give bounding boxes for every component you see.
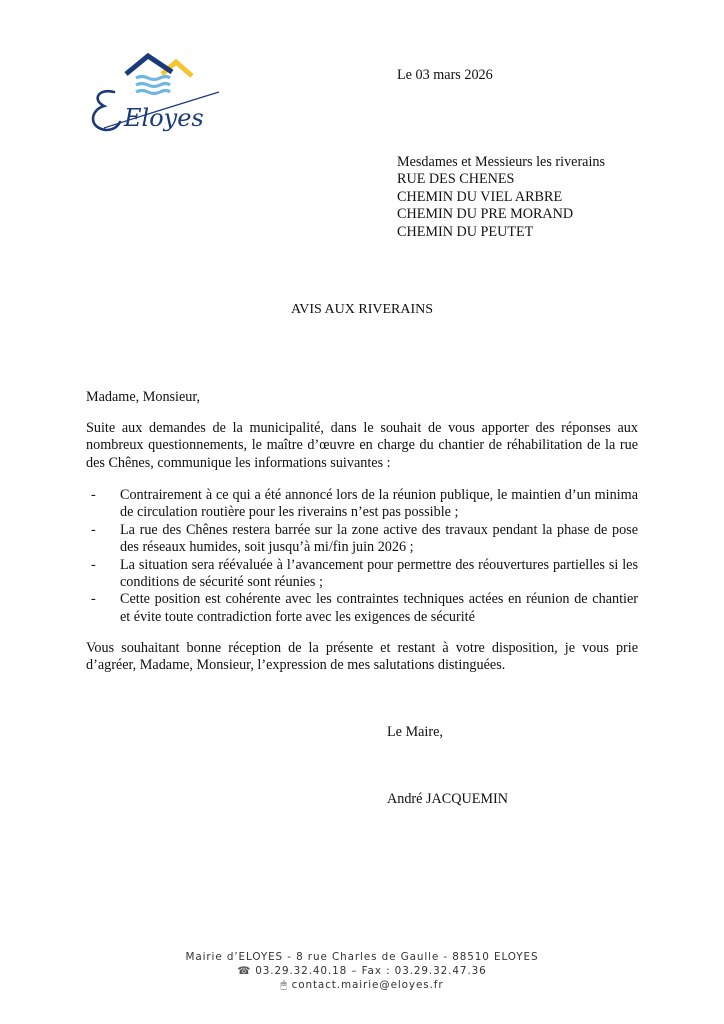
bullet-item [86,487,638,522]
bullet-line: des réseaux humides, soit jusqu’à mi/fin juin 2026 ; [120,539,414,556]
telephone-icon: ☎ [237,964,252,977]
logo-wave-1 [136,77,170,80]
logo-graphic [84,52,224,142]
bullet-marker: - [91,487,96,503]
footer-address: Mairie d’ELOYES - 8 rue Charles de Gaulle - 88510 ELOYES [185,951,539,963]
bullet-line: et évite toute contradiction forte avec les exigences de sécurité [120,608,475,625]
paragraph-line: Suite aux demandes de la municipalité, dans le souhait de vous apporter des réponses aux [86,420,638,436]
bullet-line: Contrairement à ce qui a été annoncé lors de la réunion publique, le maintien d’un minima [120,487,638,503]
signoff: Le Maire, [387,724,443,740]
intro-paragraph [86,420,638,472]
bullet-item [86,522,638,557]
bullet-line: La situation sera réévaluée à l’avancement pour permettre des réouvertures partielles si les [120,556,638,573]
bullet-marker: - [91,556,96,573]
greeting: Madame, Monsieur, [86,389,201,405]
paragraph-line: nombreux questionnements, le maître d’œuvre en charge du chantier de réhabilitation de la rue [86,437,638,454]
footer-email[interactable]: contact.mairie@eloyes.fr [291,978,444,991]
footer-phone-line [0,965,724,979]
bullet-item [86,591,638,626]
footer [0,951,724,992]
bullet-line: de circulation routière pour les riverains n’est pas possible ; [120,504,459,521]
recipient-line: CHEMIN DU PRE MORAND [397,206,574,223]
paragraph-line: des Chênes, communique les informations suivantes : [86,454,391,471]
letter-date: Le 03 mars 2026 [397,67,493,83]
letter-subject: AVIS AUX RIVERAINS [290,302,434,317]
bullet-line: conditions de sécurité sont réunies ; [120,574,323,591]
bullet-line: La rue des Chênes restera barrée sur la zone active des travaux pendant la phase de pose [120,521,638,538]
recipient-line: RUE DES CHENES [397,171,515,188]
recipient-line: CHEMIN DU PEUTET [397,223,534,240]
mouse-icon: 🖱 [280,978,288,991]
footer-phone: 03.29.32.40.18 – Fax : 03.29.32.47.36 [255,964,487,977]
signatory-name: André JACQUEMIN [387,791,508,807]
recipient-line: CHEMIN DU VIEL ARBRE [397,188,563,205]
eloyes-logo [84,52,224,142]
recipient-block [397,154,605,241]
logo-wave-2 [136,84,170,87]
paragraph-line: Vous souhaitant bonne réception de la présente et restant à votre disposition, je vous prie [86,640,638,656]
footer-email-line [0,979,724,993]
bullet-list [86,487,638,626]
bullet-marker: - [91,591,96,608]
logo-wordmark: Eloyes [124,104,204,132]
bullet-item [86,557,638,592]
recipient-line: Mesdames et Messieurs les riverains [397,154,606,170]
logo-wave-3 [136,91,170,94]
closing-paragraph [86,640,638,675]
bullet-line: Cette position est cohérente avec les contraintes techniques actées en réunion de chantier [120,591,638,608]
paragraph-line: d’agréer, Madame, Monsieur, l’expression de mes salutations distinguées. [86,657,506,674]
bullet-marker: - [91,521,96,538]
